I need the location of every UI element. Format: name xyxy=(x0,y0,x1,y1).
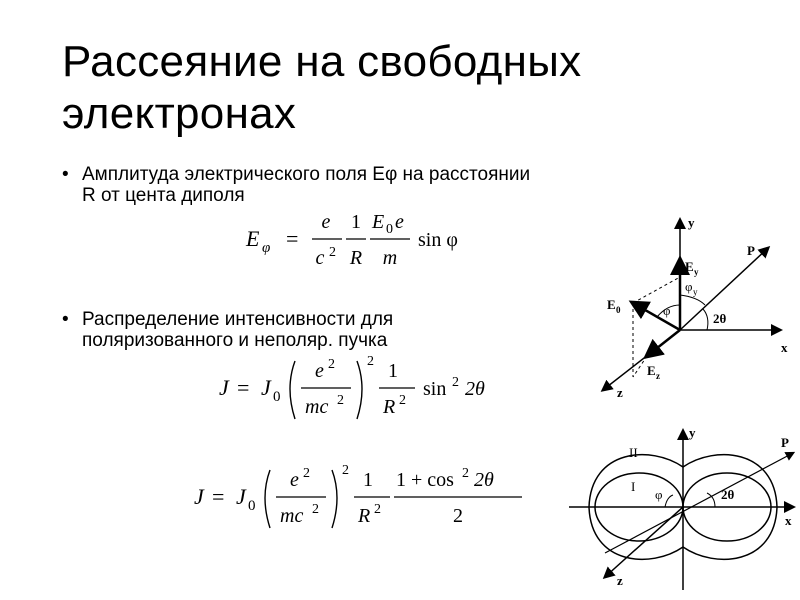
paren-exponent: 2 xyxy=(367,354,374,369)
fraction-num: e xyxy=(290,469,299,491)
paren-right xyxy=(357,361,362,419)
label-region-ii: II xyxy=(629,445,638,460)
formula-coef: J xyxy=(236,484,246,509)
diagram-field-vectors xyxy=(585,205,795,405)
projection-line xyxy=(633,356,647,377)
fraction-den-sup: 2 xyxy=(337,393,344,408)
formula-lhs: J xyxy=(219,375,229,400)
bullet-line-2: поляризованного и неполяр. пучка xyxy=(82,330,388,351)
label-2theta: 2θ xyxy=(721,487,735,502)
bullet-marker: • xyxy=(62,309,69,330)
label-2theta: 2θ xyxy=(713,311,727,326)
fraction-den-sup: 2 xyxy=(312,502,319,517)
formula-coef-sub: 0 xyxy=(248,498,256,514)
e0-vector xyxy=(633,303,680,330)
fraction-num-sup: 2 xyxy=(328,357,335,372)
fraction-num-sup: 2 xyxy=(303,466,310,481)
slide-title-line-1: Рассеяние на свободных xyxy=(62,37,582,86)
label-ey-sub: y xyxy=(694,267,699,277)
label-phi: φ xyxy=(655,487,663,502)
label-x: x xyxy=(781,340,788,355)
formula-sine-sup: 2 xyxy=(452,375,459,390)
slide-title xyxy=(62,36,682,140)
bullet-line-1: Амплитуда электрического поля Еφ на расстоянии xyxy=(82,164,531,185)
fraction-num-a: E xyxy=(372,211,385,233)
fraction-den: 2 xyxy=(453,505,463,527)
projection-line xyxy=(633,277,680,303)
bullet-line-2: R от цента диполя xyxy=(82,185,245,206)
fraction-num: 1 xyxy=(351,211,361,233)
fraction-den-sup: 2 xyxy=(399,393,406,408)
fraction-num: 1 xyxy=(388,360,398,382)
fraction-num: e xyxy=(321,211,331,233)
formula-lhs: E xyxy=(246,226,260,251)
formula-coef: J xyxy=(261,375,271,400)
label-z: z xyxy=(617,385,623,400)
fraction-den-sup: 2 xyxy=(374,502,381,517)
paren-exponent: 2 xyxy=(342,463,349,478)
paren-right xyxy=(332,470,337,528)
fraction-den: R xyxy=(383,396,396,418)
fraction-den: m xyxy=(382,247,398,269)
angle-arc-phi xyxy=(665,495,673,507)
paren-left xyxy=(290,361,295,419)
formula-j-unpolarized xyxy=(190,450,535,545)
formula-equals: = xyxy=(212,484,225,509)
fraction-num-b: e xyxy=(395,211,404,233)
fraction-den: mc xyxy=(280,505,304,527)
label-region-i: I xyxy=(631,479,636,494)
label-ey: E xyxy=(685,259,694,274)
p-direction xyxy=(605,453,793,553)
fraction-num: e xyxy=(315,360,324,382)
fraction-num: 1 + cos xyxy=(396,469,454,491)
formula-sine-arg: 2θ xyxy=(465,378,485,400)
label-ez-sub: z xyxy=(656,371,660,381)
formula-lhs: J xyxy=(194,484,204,509)
formula-e-phi xyxy=(240,198,500,278)
label-phi-y-sub: y xyxy=(693,287,698,297)
fraction-num-sup: 2 xyxy=(462,466,469,481)
bullet-marker: • xyxy=(62,164,69,185)
fraction-num-arg: 2θ xyxy=(474,469,494,491)
label-p: P xyxy=(747,243,755,258)
fraction-den: R xyxy=(349,247,363,269)
label-p: P xyxy=(781,435,789,450)
fraction-num-sub: 0 xyxy=(386,222,393,237)
paren-left xyxy=(265,470,270,528)
formula-equals: = xyxy=(286,226,299,251)
label-y: y xyxy=(689,425,696,440)
label-z: z xyxy=(617,573,623,588)
fraction-den-sup: 2 xyxy=(329,245,336,260)
label-y: y xyxy=(688,215,695,230)
label-e0-sub: 0 xyxy=(616,305,621,315)
formula-sine: sin xyxy=(423,378,447,400)
angle-arc-2theta xyxy=(703,309,708,330)
label-e0: E xyxy=(607,297,616,312)
formula-j-polarized xyxy=(215,343,525,433)
slide-title-line-2: электронах xyxy=(62,89,297,138)
formula-lhs-sub: φ xyxy=(262,240,271,256)
label-ez: E xyxy=(647,363,656,378)
ez-vector xyxy=(647,330,680,356)
label-x: x xyxy=(785,513,792,528)
fraction-den: R xyxy=(358,505,371,527)
fraction-num: 1 xyxy=(363,469,373,491)
label-phi: φ xyxy=(663,303,671,318)
formula-equals: = xyxy=(237,375,250,400)
bullet-line-1: Распределение интенсивности для xyxy=(82,309,394,330)
fraction-den: c xyxy=(315,247,325,269)
label-phi-y: φ xyxy=(685,279,693,294)
formula-sine: sin φ xyxy=(418,229,458,251)
diagram-radiation-lobes xyxy=(565,425,797,597)
formula-coef-sub: 0 xyxy=(273,389,281,405)
fraction-den: mc xyxy=(305,396,329,418)
